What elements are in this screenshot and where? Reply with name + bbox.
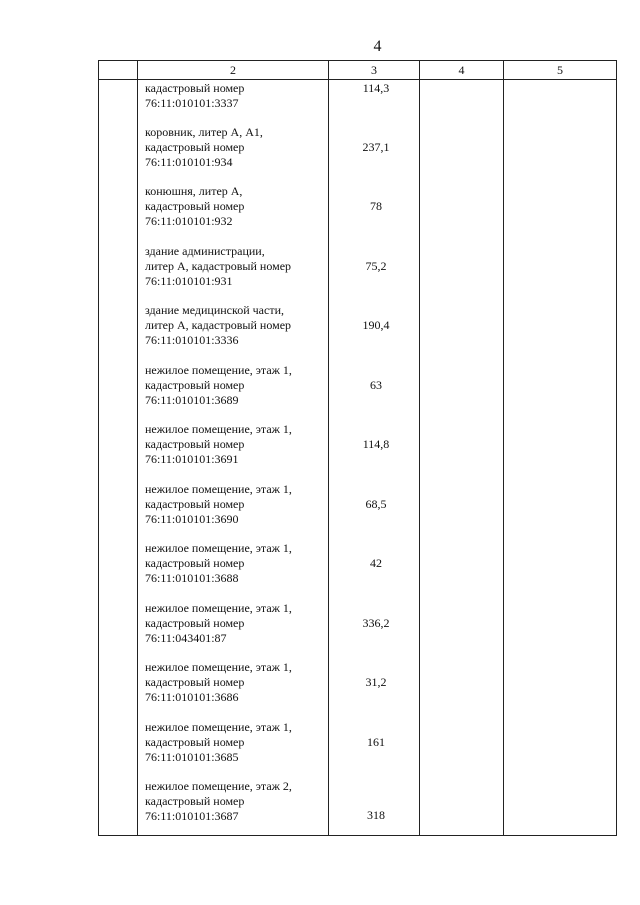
description-line: нежилое помещение, этаж 1,: [145, 660, 292, 674]
description-line: литер А, кадастровый номер: [145, 259, 292, 273]
description-line: 76:11:010101:3686: [145, 690, 239, 704]
description-line: здание администрации,: [145, 244, 265, 258]
table-row-description: [145, 541, 335, 586]
property-table: [98, 60, 617, 836]
description-line: 76:11:010101:3336: [145, 333, 239, 347]
description-line: 76:11:010101:934: [145, 155, 233, 169]
table-row-description: [145, 422, 335, 467]
description-line: нежилое помещение, этаж 2,: [145, 779, 292, 793]
table-row-description: [145, 363, 335, 408]
table-row-description: [145, 303, 335, 348]
description-line: 76:11:010101:3688: [145, 571, 239, 585]
description-line: кадастровый номер: [145, 794, 245, 808]
description-line: нежилое помещение, этаж 1,: [145, 482, 292, 496]
page-number: 4: [373, 38, 382, 55]
description-line: кадастровый номер: [145, 378, 245, 392]
table-row-description: [145, 601, 335, 646]
table-row-description: [145, 81, 335, 111]
description-line: 76:11:043401:87: [145, 631, 227, 645]
description-line: нежилое помещение, этаж 1,: [145, 541, 292, 555]
table-row-description: [145, 184, 335, 229]
description-line: кадастровый номер: [145, 81, 245, 95]
table-row-area: 114,8: [362, 437, 390, 451]
column-divider-4: [503, 61, 504, 835]
table-row-area: 68,5: [365, 497, 387, 511]
description-line: конюшня, литер А,: [145, 184, 243, 198]
description-line: кадастровый номер: [145, 199, 245, 213]
table-row-description: [145, 660, 335, 705]
header-divider: [99, 79, 616, 80]
description-line: нежилое помещение, этаж 1,: [145, 363, 292, 377]
table-row-description: [145, 482, 335, 527]
table-row-description: [145, 125, 335, 170]
header-col-2: 2: [230, 63, 236, 77]
table-row-area: 75,2: [365, 259, 387, 273]
description-line: кадастровый номер: [145, 616, 245, 630]
description-line: коровник, литер А, А1,: [145, 125, 263, 139]
description-line: кадастровый номер: [145, 497, 245, 511]
table-row-area: 114,3: [362, 81, 390, 95]
table-row-area: 42: [370, 556, 382, 570]
table-row-description: [145, 779, 335, 824]
table-row-area: 237,1: [362, 140, 390, 154]
description-line: 76:11:010101:3689: [145, 393, 239, 407]
header-col-3: 3: [371, 63, 377, 77]
description-line: 76:11:010101:3690: [145, 512, 239, 526]
header-col-5: 5: [557, 63, 563, 77]
description-line: 76:11:010101:931: [145, 274, 233, 288]
table-row-area: 318: [367, 808, 385, 822]
table-row-area: 190,4: [362, 318, 390, 332]
description-line: кадастровый номер: [145, 556, 245, 570]
table-row-description: [145, 244, 335, 289]
column-divider-1: [137, 61, 138, 835]
table-row-area: 336,2: [362, 616, 390, 630]
header-col-4: 4: [458, 63, 465, 77]
description-line: 76:11:010101:3687: [145, 809, 239, 823]
description-line: нежилое помещение, этаж 1,: [145, 601, 292, 615]
description-line: кадастровый номер: [145, 675, 245, 689]
description-line: кадастровый номер: [145, 437, 245, 451]
description-line: 76:11:010101:3685: [145, 750, 239, 764]
description-line: литер А, кадастровый номер: [145, 318, 292, 332]
description-line: 76:11:010101:932: [145, 214, 233, 228]
description-line: здание медицинской части,: [145, 303, 285, 317]
description-line: 76:11:010101:3337: [145, 96, 239, 110]
header-col-1: [99, 62, 137, 79]
description-line: 76:11:010101:3691: [145, 452, 239, 466]
description-line: кадастровый номер: [145, 140, 245, 154]
description-line: нежилое помещение, этаж 1,: [145, 720, 292, 734]
description-line: нежилое помещение, этаж 1,: [145, 422, 292, 436]
table-row-area: 63: [370, 378, 382, 392]
table-row-area: 78: [370, 199, 382, 213]
table-row-description: [145, 720, 335, 765]
description-line: кадастровый номер: [145, 735, 245, 749]
table-row-area: 31,2: [365, 675, 387, 689]
column-divider-3: [419, 61, 420, 835]
table-row-area: 161: [367, 735, 385, 749]
